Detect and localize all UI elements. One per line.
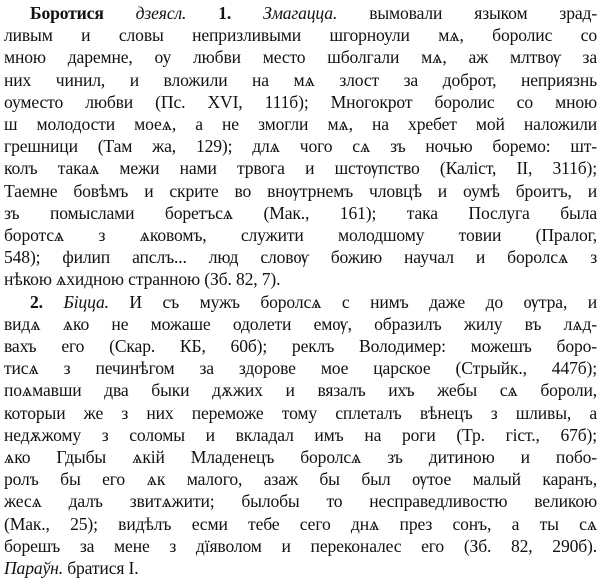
- sense-2-paragraph: [4, 291, 597, 579]
- sense-1-text-line: грешници (Там жа, 129); длѧ чого сѧ зъ ночью боремо: шт-: [4, 136, 597, 157]
- sense-1-text-line: боротсѧ з ѧковомъ, служити молодшому товии (Пралог,: [4, 225, 597, 246]
- sense-2-number: 2.: [30, 291, 43, 312]
- sense-2-text-line: И съ мужъ боролсѧ с нимъ даже до ѹтра, и: [129, 291, 598, 312]
- sense-2-text-line: вахъ его (Скар. КБ, 60б); реклъ Володимер: можешъ боро-: [4, 336, 597, 357]
- sense-2-text-line: ролъ бы его ѧк малого, азаж бы был ѹтое малый каранъ,: [4, 469, 597, 490]
- sense-2-text-line: ѧко Гдыбы ѧкій Младенецъ боролсѧ зъ дитиною и побо-: [4, 447, 597, 468]
- sense-1-text-line: Таемне бовѣмъ и скрите во внѹтрнемъ чловцѣ и оумѣ броитъ, и: [4, 180, 597, 201]
- sense-1-text-line: оуместо любви (Пс. XVI, 111б); Многокрот боролис со мною: [4, 91, 597, 112]
- cross-reference-label: Параўн.: [4, 558, 63, 579]
- headword: Боротися: [30, 3, 104, 23]
- sense-2-text-line: жесѧ далъ звитѧжити; былобы то несправедливостю великою: [4, 491, 597, 512]
- sense-2-text-line: недѫжому з соломы и вкладал имъ на роги (Тр. гіст., 67б);: [4, 424, 597, 445]
- dictionary-entry: [4, 2, 597, 579]
- sense-2-first-line: [4, 291, 597, 313]
- sense-1-text-line: мною даремне, оу любви место шболгали мѧ, аж млтвѹ за: [4, 47, 597, 68]
- cross-reference-target: братися I.: [67, 558, 139, 579]
- sense-1-paragraph: [4, 2, 597, 291]
- sense-1-gloss: Змагацца.: [263, 3, 338, 23]
- sense-2-gloss: Біцца.: [63, 291, 109, 312]
- sense-2-text-line: которыи же з них переможе тому сплеталъ вѣнецъ з шливы, а: [4, 402, 597, 423]
- entry-first-line: [4, 2, 597, 24]
- grammar-label: дзеясл.: [135, 3, 187, 23]
- sense-1-text-line: ливым и словы непризливыми шгорноули мѧ, боролис со: [4, 25, 597, 46]
- sense-1-text-line: них чинил, и вложили на мѧ злост за доброт, неприязнь: [4, 69, 597, 90]
- sense-2-text-line: поѧмавши два быки дѫжих и вязалъ ихъ жебы сѧ бороли,: [4, 380, 597, 401]
- sense-2-text-line: (Мак., 25); видѣлъ есми тебе сего днѧ през сонъ, а ты сѧ: [4, 513, 597, 534]
- sense-1-text-line: ш молодости моеѧ, а не змогли мѧ, на хребет мой наложили: [4, 114, 597, 135]
- sense-2-text-line: видѧ ѧко не можаше одолети емѹ, образилъ жилу въ лѧд-: [4, 313, 597, 334]
- cross-reference-line: [4, 557, 597, 579]
- sense-2-text-line: тисѧ з печинѣгом за здорове мое царское (Стрыйк., 447б);: [4, 358, 597, 379]
- sense-1-text-line: 548); филип апслъ... люд словѹ божию научал и боролсѧ з: [4, 247, 597, 268]
- sense-1-number: 1.: [218, 3, 232, 23]
- sense-2-text-line: борешъ за мене з дїяволом и переконалес его (Зб. 82, 290б).: [4, 535, 597, 556]
- sense-1-text-line: нѣкою ѧхидною странною (Зб. 82, 7).: [4, 269, 281, 290]
- sense-1-text-line: зъ помыслами боретъсѧ (Мак., 161); така Послуга была: [4, 202, 597, 223]
- sense-1-text-line: вымовали языком зрад-: [369, 3, 598, 23]
- sense-1-text-line: колъ такаѧ межи нами трвога и шстѹпство (Каліст, II, 311б);: [4, 158, 597, 179]
